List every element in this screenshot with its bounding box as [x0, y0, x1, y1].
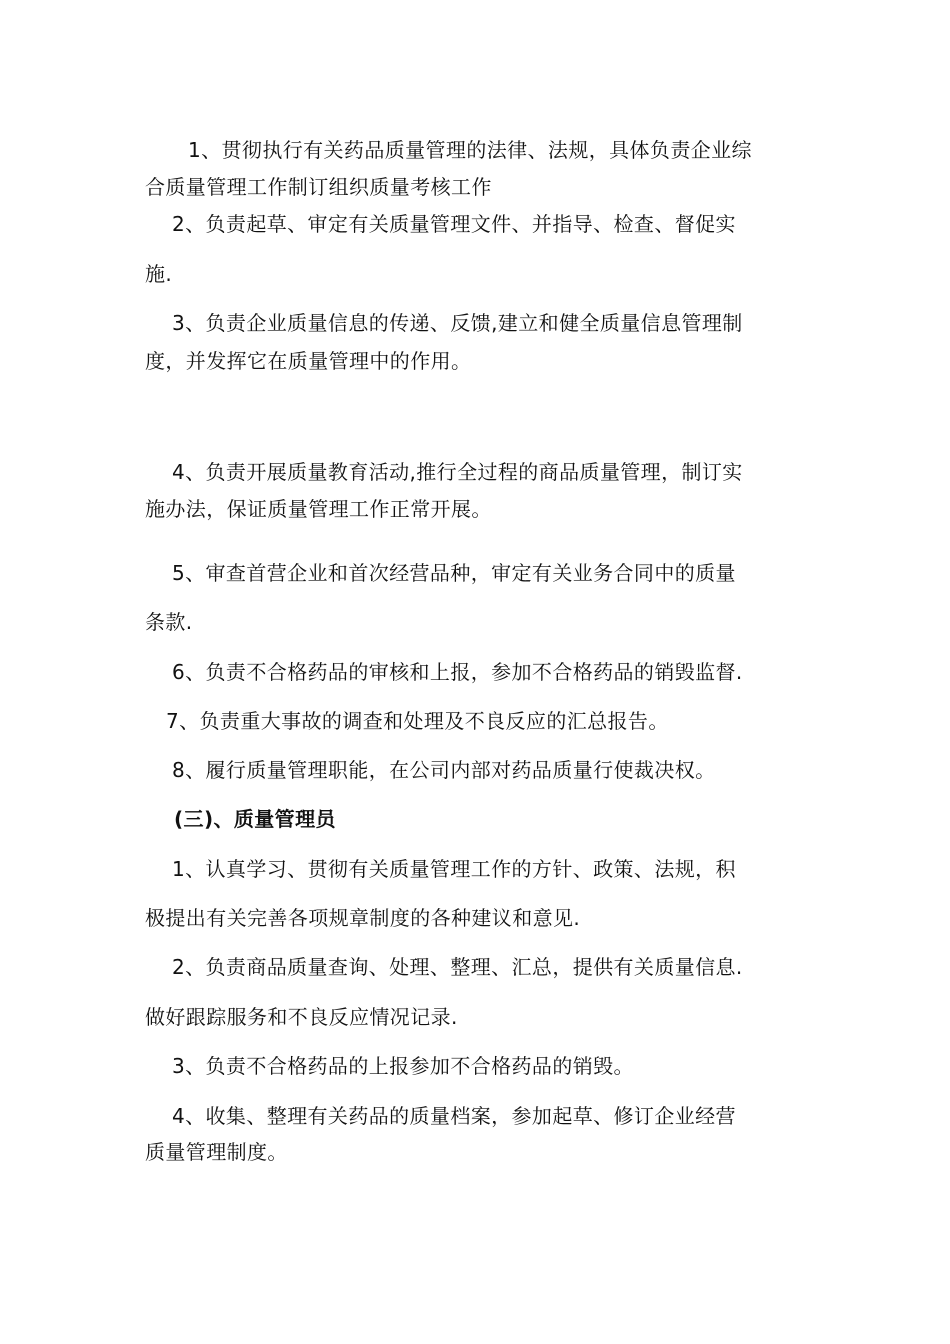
paragraph-5-line-1: 5、审查首营企业和首次经营品种，审定有关业务合同中的质量	[172, 561, 736, 585]
paragraph-3-line-2: 度，并发挥它在质量管理中的作用。	[145, 349, 472, 373]
paragraph-2-line-1: 2、负责起草、审定有关质量管理文件、并指导、检查、督促实	[172, 212, 736, 236]
paragraph-2-line-2: 施.	[145, 262, 173, 286]
paragraph-12-line-2: 质量管理制度。	[145, 1140, 288, 1164]
paragraph-1-line-2: 合质量管理工作制订组织质量考核工作	[145, 175, 492, 199]
section-heading: (三)、质量管理员	[174, 807, 336, 831]
paragraph-12-line-1: 4、收集、整理有关药品的质量档案，参加起草、修订企业经营	[172, 1104, 736, 1128]
paragraph-6-line-1: 6、负责不合格药品的审核和上报，参加不合格药品的销毁监督.	[172, 660, 743, 684]
paragraph-8-line-1: 8、履行质量管理职能，在公司内部对药品质量行使裁决权。	[172, 758, 716, 782]
paragraph-3-line-1: 3、负责企业质量信息的传递、反馈,建立和健全质量信息管理制	[172, 311, 743, 335]
paragraph-10-line-2: 做好跟踪服务和不良反应情况记录.	[145, 1005, 458, 1029]
paragraph-5-line-2: 条款.	[145, 610, 193, 634]
paragraph-7-line-1: 7、负责重大事故的调查和处理及不良反应的汇总报告。	[166, 709, 669, 733]
paragraph-11-line-1: 3、负责不合格药品的上报参加不合格药品的销毁。	[172, 1054, 634, 1078]
paragraph-4-line-2: 施办法，保证质量管理工作正常开展。	[145, 497, 492, 521]
paragraph-9-line-1: 1、认真学习、贯彻有关质量管理工作的方针、政策、法规，积	[172, 857, 736, 881]
paragraph-10-line-1: 2、负责商品质量查询、处理、整理、汇总，提供有关质量信息.	[172, 955, 743, 979]
paragraph-1-line-1: 1、贯彻执行有关药品质量管理的法律、法规，具体负责企业综	[188, 138, 752, 162]
paragraph-4-line-1: 4、负责开展质量教育活动,推行全过程的商品质量管理，制订实	[172, 460, 743, 484]
paragraph-9-line-2: 极提出有关完善各项规章制度的各种建议和意见.	[145, 906, 581, 930]
